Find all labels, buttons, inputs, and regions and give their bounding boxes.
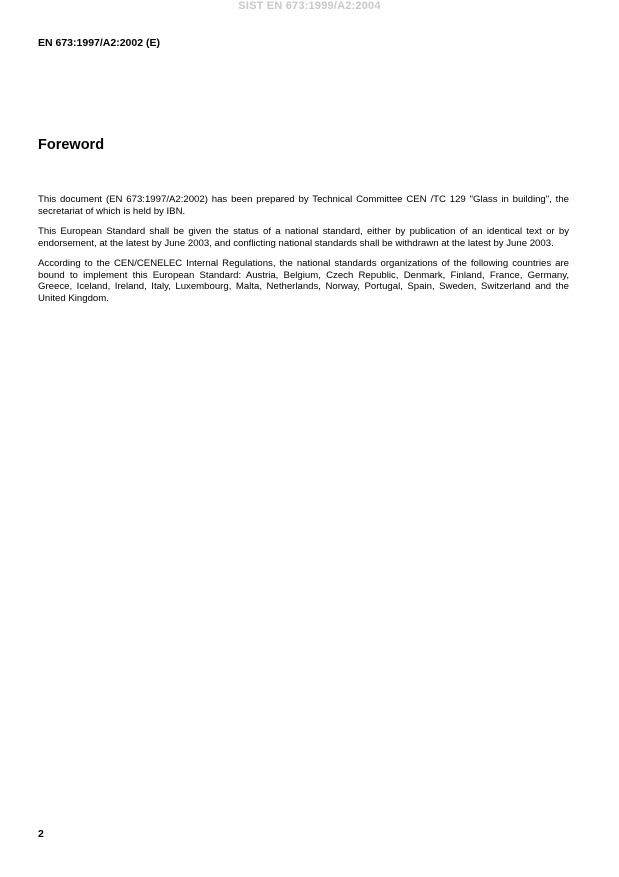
foreword-heading: Foreword [38, 137, 105, 153]
watermark: SIST EN 673:1999/A2:2004 [238, 0, 381, 12]
foreword-paragraph: This document (EN 673:1997/A2:2002) has been prepared by Technical Committee CEN /TC 129 "Glass in building", the secretariat of which is held by IBN. [38, 194, 569, 217]
foreword-paragraph: This European Standard shall be given the status of a national standard, either by publication of an identical text or by endorsement, at the latest by June 2003, and conflicting national standards shall be withdrawn at the latest by June 2003. [38, 226, 569, 249]
foreword-paragraph: According to the CEN/CENELEC Internal Regulations, the national standards organizations of the following countries are bound to implement this European Standard: Austria, Belgium, Czech Republic, Denmark, Finland, France, Germany, Greece, Iceland, Ireland, Italy, Luxembourg, Malta, Netherlands, Norway, Portugal, Spain, Sweden, Switzerland and the United Kingdom. [38, 258, 569, 304]
page-number: 2 [38, 828, 44, 840]
document-id: EN 673:1997/A2:2002 (E) [38, 37, 160, 49]
foreword-body [38, 194, 569, 313]
